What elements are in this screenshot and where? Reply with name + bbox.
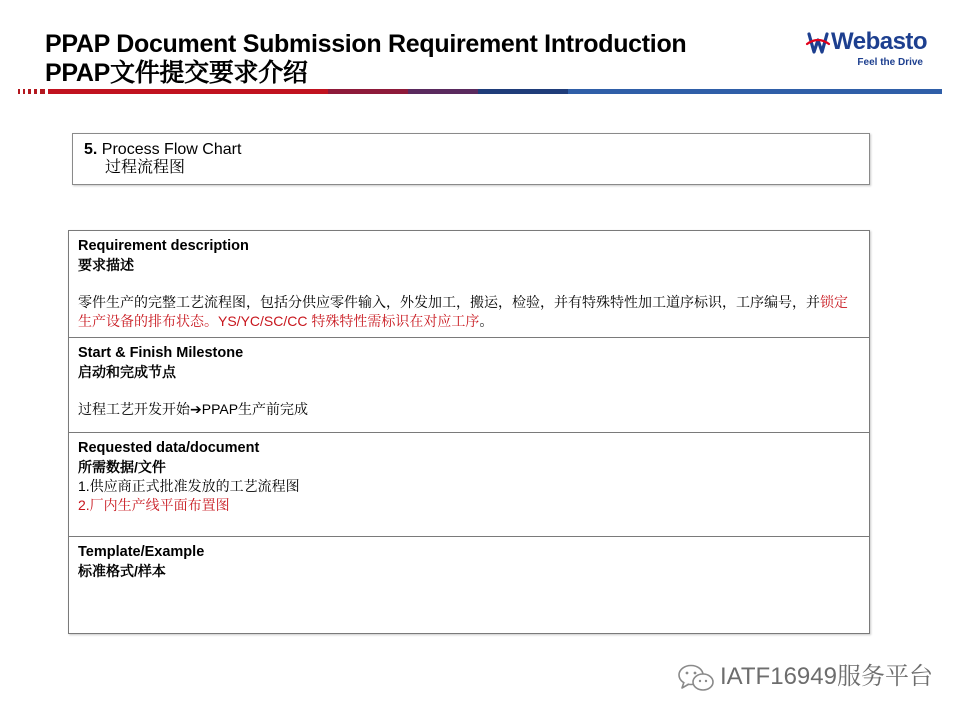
template-heading-en: Template/Example: [78, 544, 205, 560]
section-title-en-text: Process Flow Chart: [101, 141, 242, 158]
milestone-heading-zh: 启动和完成节点: [78, 364, 176, 380]
page-title: [45, 30, 805, 88]
milestone-text-start: 过程工艺开发开始: [78, 401, 190, 417]
template-heading-zh: 标准格式/样本: [78, 563, 166, 579]
title-english: PPAP Document Submission Requirement Introduction: [45, 30, 687, 58]
section-title-en: [84, 140, 241, 160]
requested-item-2: 2.厂内生产线平面布置图: [78, 497, 230, 513]
wechat-icon: [676, 662, 716, 694]
section-title-zh: 过程流程图: [105, 159, 186, 176]
requested-heading-en: Requested data/document: [78, 440, 260, 456]
requirement-table: [68, 230, 870, 634]
logo-tagline: Feel the Drive: [857, 57, 923, 68]
logo-wordmark: Webasto: [831, 28, 928, 55]
table-row-requirement: [69, 231, 869, 338]
watermark: [676, 660, 936, 696]
milestone-text: [78, 400, 858, 419]
table-row-milestone: [69, 338, 869, 433]
requested-item-1: 1.供应商正式批准发放的工艺流程图: [78, 478, 300, 494]
section-header-box: [72, 133, 870, 185]
milestone-heading-en: Start & Finish Milestone: [78, 345, 244, 361]
requirement-heading-zh: 要求描述: [78, 257, 134, 273]
table-row-requested-data: [69, 433, 869, 537]
table-row-template: [69, 537, 869, 633]
watermark-text: IATF16949服务平台: [720, 663, 933, 690]
arrow-icon: ➔: [190, 401, 202, 417]
logo-mark-icon: [805, 30, 831, 56]
requirement-text-end: 。: [479, 313, 494, 329]
requirement-text-red: 锁定生产设备的排布状态。YS/YC/SC/CC 特殊特性需标识在对应工序: [78, 294, 848, 329]
milestone-text-end: PPAP生产前完成: [201, 401, 309, 417]
header-stripe: [0, 88, 942, 95]
requirement-text: [78, 293, 858, 331]
webasto-logo: [805, 28, 928, 70]
title-chinese: PPAP文件提交要求介绍: [45, 59, 308, 87]
requested-heading-zh: 所需数据/文件: [78, 459, 166, 475]
requirement-text-plain: 零件生产的完整工艺流程图，包括分供应零件输入，外发加工，搬运，检验，并有特殊特性加工道序标识，工序编号，并: [78, 294, 820, 310]
section-number: 5.: [84, 141, 98, 158]
requirement-heading-en: Requirement description: [78, 238, 249, 254]
